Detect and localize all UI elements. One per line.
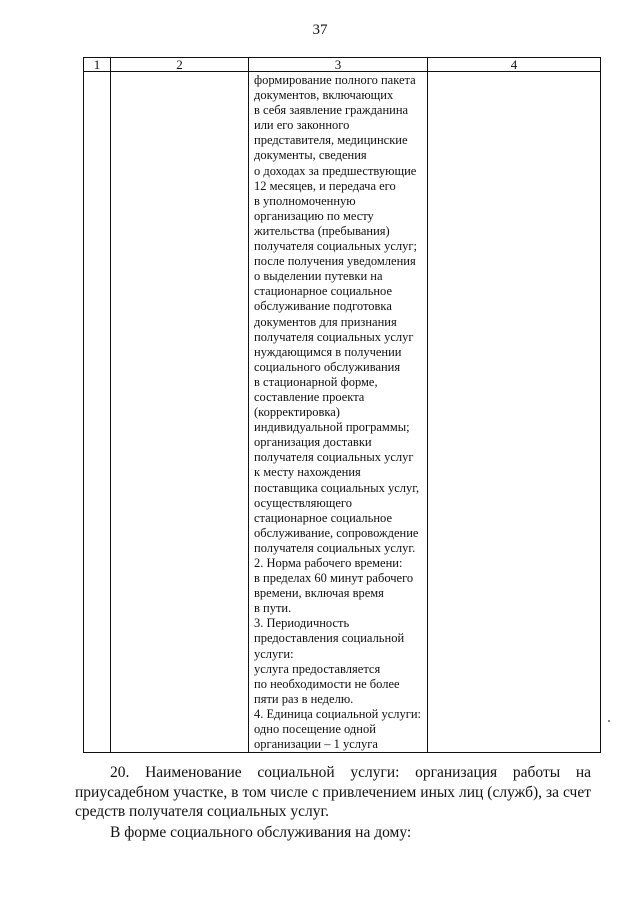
description-line: о выделении путевки на bbox=[254, 269, 383, 284]
description-line: стационарное социальное bbox=[254, 284, 393, 299]
description-line: в пределах 60 минут рабочего bbox=[254, 571, 414, 586]
description-line: о доходах за предшествующие bbox=[254, 163, 417, 178]
description-line: или его законного bbox=[254, 118, 350, 133]
description-line: услуга предоставляется bbox=[254, 661, 381, 676]
description-line: в стационарной форме, bbox=[254, 374, 378, 389]
description-line: организации – 1 услуга bbox=[254, 737, 378, 752]
description-line: в себя заявление гражданина bbox=[254, 103, 409, 118]
description-line: осуществляющего bbox=[254, 495, 352, 510]
description-line: (корректировка) bbox=[254, 405, 340, 420]
services-table bbox=[83, 57, 601, 753]
description-line: обслуживание, сопровождение bbox=[254, 525, 419, 540]
description-line: 2. Норма рабочего времени: bbox=[254, 556, 403, 570]
description-line: в пути. bbox=[254, 601, 292, 616]
cell-col-3 bbox=[249, 72, 428, 753]
description-line: организацию по месту bbox=[254, 208, 374, 223]
description-line: стационарное социальное bbox=[254, 510, 393, 525]
page-number: 37 bbox=[312, 22, 328, 38]
description-line: 3. Периодичность bbox=[254, 616, 350, 631]
description-line: получателя социальных услуг bbox=[254, 329, 414, 344]
description-line: получателя социальных услуг. bbox=[254, 540, 416, 555]
header-col-2: 2 bbox=[111, 58, 249, 72]
description-line: получателя социальных услуг bbox=[254, 450, 414, 465]
cell-col-2 bbox=[111, 72, 249, 753]
header-col-3: 3 bbox=[249, 58, 428, 72]
description-line: поставщика социальных услуг, bbox=[254, 480, 420, 495]
description-line: времени, включая время bbox=[254, 586, 384, 601]
description-line: услуги: bbox=[254, 646, 294, 661]
service-description bbox=[254, 73, 427, 752]
description-line: получателя социальных услуг; bbox=[254, 239, 418, 254]
description-line: после получения уведомления bbox=[254, 254, 416, 269]
description-line: пяти раз в неделю. bbox=[254, 691, 354, 706]
description-line: социального обслуживания bbox=[254, 359, 401, 374]
description-line: документов, включающих bbox=[254, 88, 394, 103]
description-line: к месту нахождения bbox=[254, 465, 361, 480]
description-line: в уполномоченную bbox=[254, 193, 356, 208]
service-20-text: 20. Наименование социальной услуги: организация работы на приусадебном участке, в том числе с привлечением иных лиц (служб), за счет средств получателя социальных услуг. bbox=[75, 764, 591, 820]
description-line: 12 месяцев, и передача его bbox=[254, 178, 396, 193]
description-line: 4. Единица социальной услуги: bbox=[254, 706, 422, 721]
description-line: документы, сведения bbox=[254, 148, 367, 163]
table-header-row bbox=[84, 58, 601, 72]
description-line: формирование полного пакета bbox=[254, 73, 416, 87]
header-col-1: 1 bbox=[84, 58, 111, 72]
paragraph-home-service-form: В форме социального обслуживания на дому: bbox=[110, 824, 412, 841]
cell-col-4 bbox=[428, 72, 601, 753]
description-line: организация доставки bbox=[254, 435, 372, 450]
paragraph-service-20 bbox=[75, 763, 591, 822]
description-line: по необходимости не более bbox=[254, 676, 400, 691]
scan-speck bbox=[608, 720, 610, 722]
header-col-4: 4 bbox=[428, 58, 601, 72]
description-line: документов для признания bbox=[254, 314, 397, 329]
table-row bbox=[84, 72, 601, 753]
description-line: составление проекта bbox=[254, 389, 365, 404]
description-line: одно посещение одной bbox=[254, 722, 376, 737]
description-line: предоставления социальной bbox=[254, 631, 405, 646]
description-line: обслуживание подготовка bbox=[254, 299, 392, 314]
description-line: нуждающимся в получении bbox=[254, 344, 402, 359]
description-line: жительства (пребывания) bbox=[254, 223, 390, 238]
description-line: индивидуальной программы; bbox=[254, 420, 410, 435]
description-line: представителя, медицинские bbox=[254, 133, 408, 148]
cell-col-1 bbox=[84, 72, 111, 753]
